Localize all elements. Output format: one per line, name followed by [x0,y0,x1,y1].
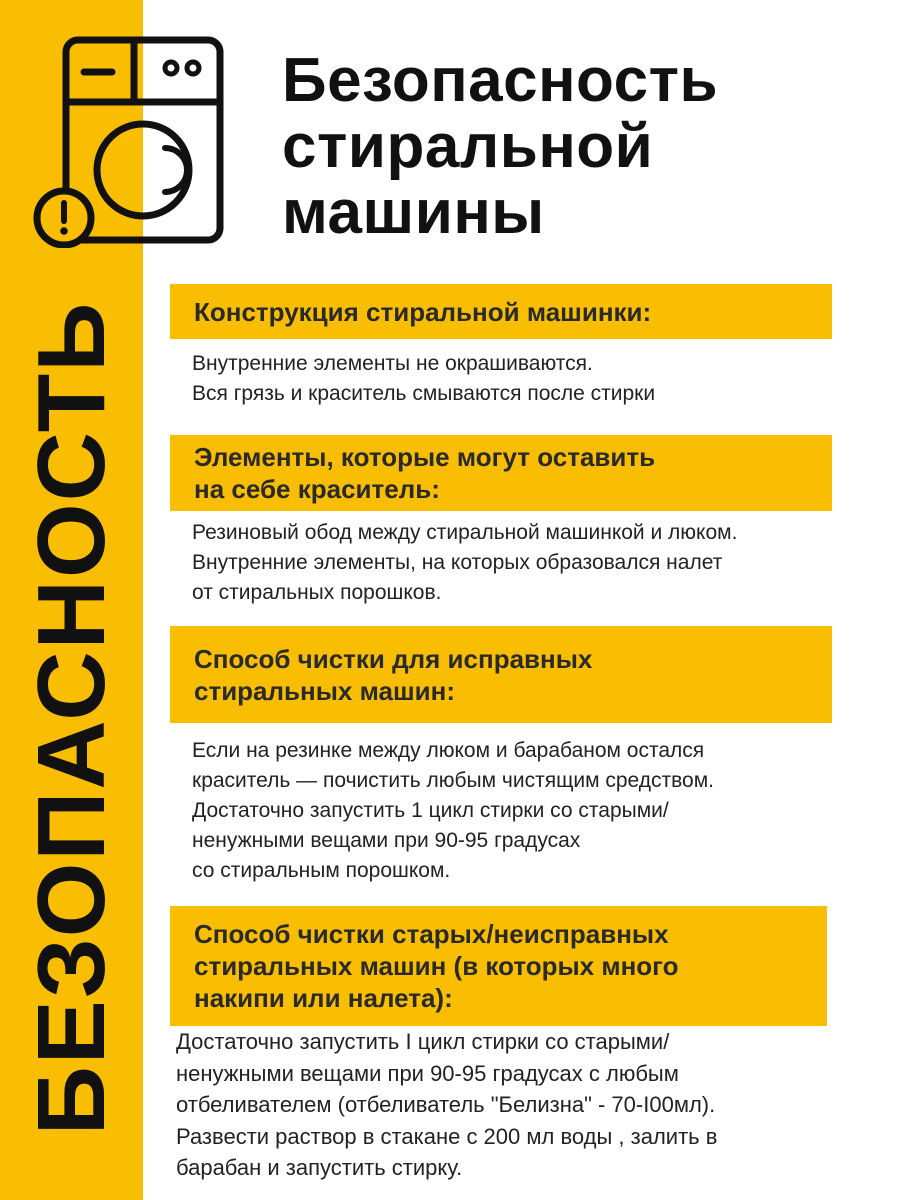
section-header-cleaning-old [170,906,827,1026]
section-heading: Способ чистки старых/неисправных стиральных машин (в которых много накипи или налета): [194,919,679,1013]
section-heading: Элементы, которые могут оставить на себе краситель: [194,442,656,504]
section-header-construction [170,284,832,339]
section-body: Резиновый обод между стиральной машинкой и люком. Внутренние элементы, на которых образовался налет от стиральных порошков. [192,521,738,604]
page-title: Безопасность стиральной машины [282,46,719,247]
section-body: Если на резинке между люком и барабаном остался краситель — почистить любым чистящим средством. Достаточно запустить 1 цикл стирки со старыми/ ненужными вещами при 90-95 градусах со стиральным порошком. [192,739,714,882]
vertical-title: БЕЗОПАСНОСТЬ [18,300,125,1136]
section-body: Внутренние элементы не окрашиваются. Вся грязь и краситель смываются после стирки [192,352,656,405]
washing-machine-warning-icon [28,30,228,248]
section-heading: Конструкция стиральной машинки: [194,296,652,327]
section-header-cleaning-working [170,626,832,723]
section-heading: Способ чистки для исправных стиральных машин: [194,643,593,706]
section-header-dye-elements [170,435,832,511]
section-body: Достаточно запустить I цикл стирки со старыми/ ненужными вещами при 90-95 градусах с любым отбеливателем (отбеливатель "Белизна" - 70-I00мл). Развести раствор в стакане с 200 мл воды , залить в барабан и запустить стирку. [176,1029,718,1180]
